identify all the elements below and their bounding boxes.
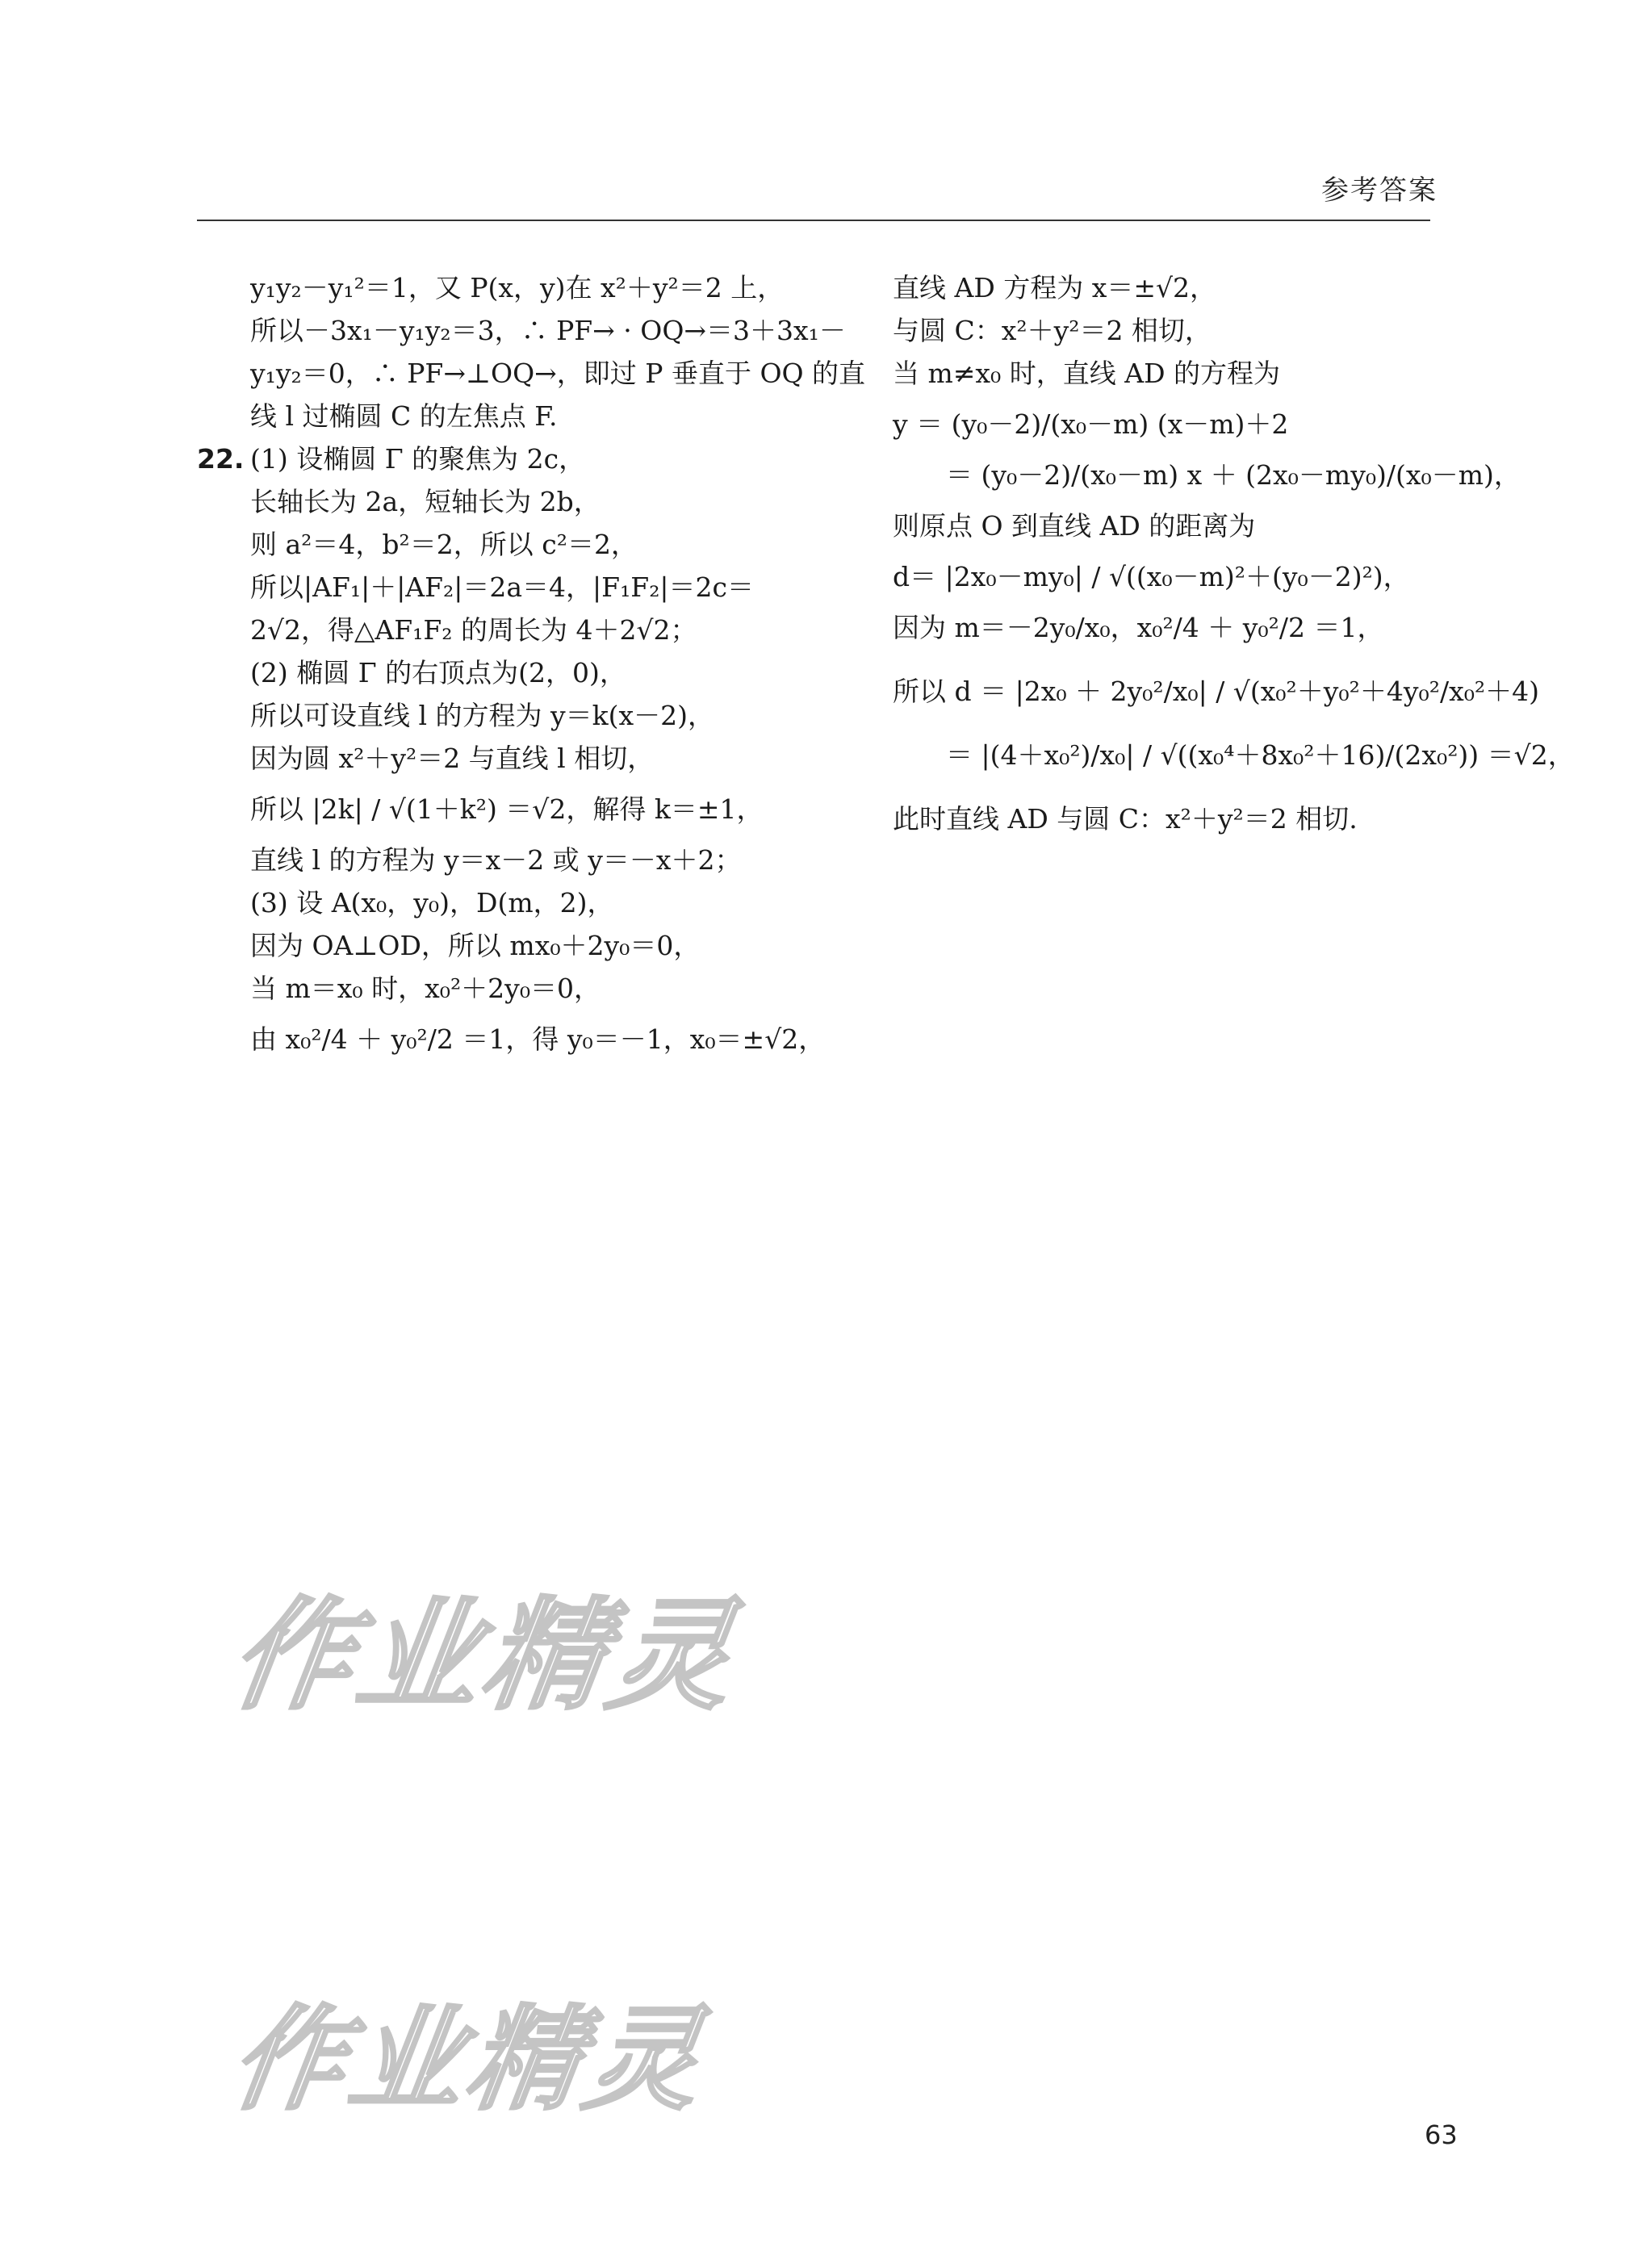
watermark-logo: 作业精灵 <box>222 1586 747 1726</box>
right-column <box>893 266 1575 840</box>
solution-line: 所以 |2k| / √(1＋k²) ＝√2，解得 k＝±1， <box>250 793 764 825</box>
solution-line: 当 m＝x₀ 时，x₀²＋2y₀＝0， <box>250 973 601 1004</box>
solution-line: 所以 d ＝ |2x₀ ＋ 2y₀²/x₀| / √(x₀²＋y₀²＋4y₀²/x₀²＋4) <box>893 676 1540 707</box>
solution-line: 因为圆 x²＋y²＝2 与直线 l 相切， <box>250 743 655 774</box>
solution-line: 所以|AF₁|＋|AF₂|＝2a＝4，|F₁F₂|＝2c＝ <box>250 571 755 603</box>
solution-line: 因为 m＝－2y₀/x₀，x₀²/4 ＋ y₀²/2 ＝1， <box>893 612 1384 643</box>
solution-line: 所以可设直线 l 的方程为 y＝k(x－2)， <box>250 700 715 731</box>
continuation-line: y₁y₂＝0，∴ PF→⊥OQ→，即过 P 垂直于 OQ 的直 <box>250 358 866 389</box>
solution-line: 2√2，得△AF₁F₂ 的周长为 4＋2√2； <box>250 614 697 646</box>
solution-line: 当 m≠x₀ 时，直线 AD 的方程为 <box>893 358 1281 389</box>
continuation-line: 所以－3x₁－y₁y₂＝3，∴ PF→ · OQ→＝3＋3x₁－ <box>250 315 846 346</box>
solution-line: (2) 椭圆 Γ 的右顶点为(2，0)， <box>250 657 626 688</box>
problem-22-heading <box>197 437 794 480</box>
solution-line: 因为 OA⊥OD，所以 mx₀＋2y₀＝0， <box>250 930 701 961</box>
running-header-title: 参考答案 <box>1321 174 1438 207</box>
solution-line: 此时直线 AD 与圆 C：x²＋y²＝2 相切. <box>893 803 1358 835</box>
solution-line: ＝ (y₀－2)/(x₀－m) x ＋ (2x₀－my₀)/(x₀－m)， <box>946 459 1521 491</box>
header-divider <box>197 220 1430 221</box>
solution-line: 直线 AD 方程为 x＝±√2， <box>893 272 1217 303</box>
solution-line: d＝ |2x₀－my₀| / √((x₀－m)²＋(y₀－2)²)， <box>893 561 1410 592</box>
solution-line: ＝ |(4＋x₀²)/x₀| / √((x₀⁴＋8x₀²＋16)/(2x₀²)) ＝√2， <box>946 739 1575 771</box>
solution-line: 直线 l 的方程为 y＝x－2 或 y＝－x＋2； <box>250 844 742 876</box>
solution-line: 由 x₀²/4 ＋ y₀²/2 ＝1，得 y₀＝－1，x₀＝±√2， <box>250 1023 826 1055</box>
watermark-logo: 作业精灵 <box>223 1994 714 2126</box>
solution-line: y ＝ (y₀－2)/(x₀－m) (x－m)＋2 <box>893 408 1289 440</box>
continuation-line: y₁y₂－y₁²＝1，又 P(x，y)在 x²＋y²＝2 上， <box>250 272 785 303</box>
solution-line: 则 a²＝4，b²＝2，所以 c²＝2， <box>250 529 638 560</box>
solution-line: 则原点 O 到直线 AD 的距离为 <box>893 510 1256 542</box>
solution-line: 长轴长为 2a，短轴长为 2b， <box>250 486 601 517</box>
page-number: 63 <box>1425 2119 1458 2150</box>
problem-first-line: (1) 设椭圆 Γ 的聚焦为 2c， <box>250 443 586 475</box>
problem-number: 22. <box>197 443 245 475</box>
left-column <box>197 266 866 1061</box>
continuation-line: 线 l 过椭圆 C 的左焦点 F. <box>250 400 558 432</box>
solution-line: 与圆 C：x²＋y²＝2 相切， <box>893 315 1212 346</box>
solution-line: (3) 设 A(x₀，y₀)，D(m，2)， <box>250 887 614 918</box>
